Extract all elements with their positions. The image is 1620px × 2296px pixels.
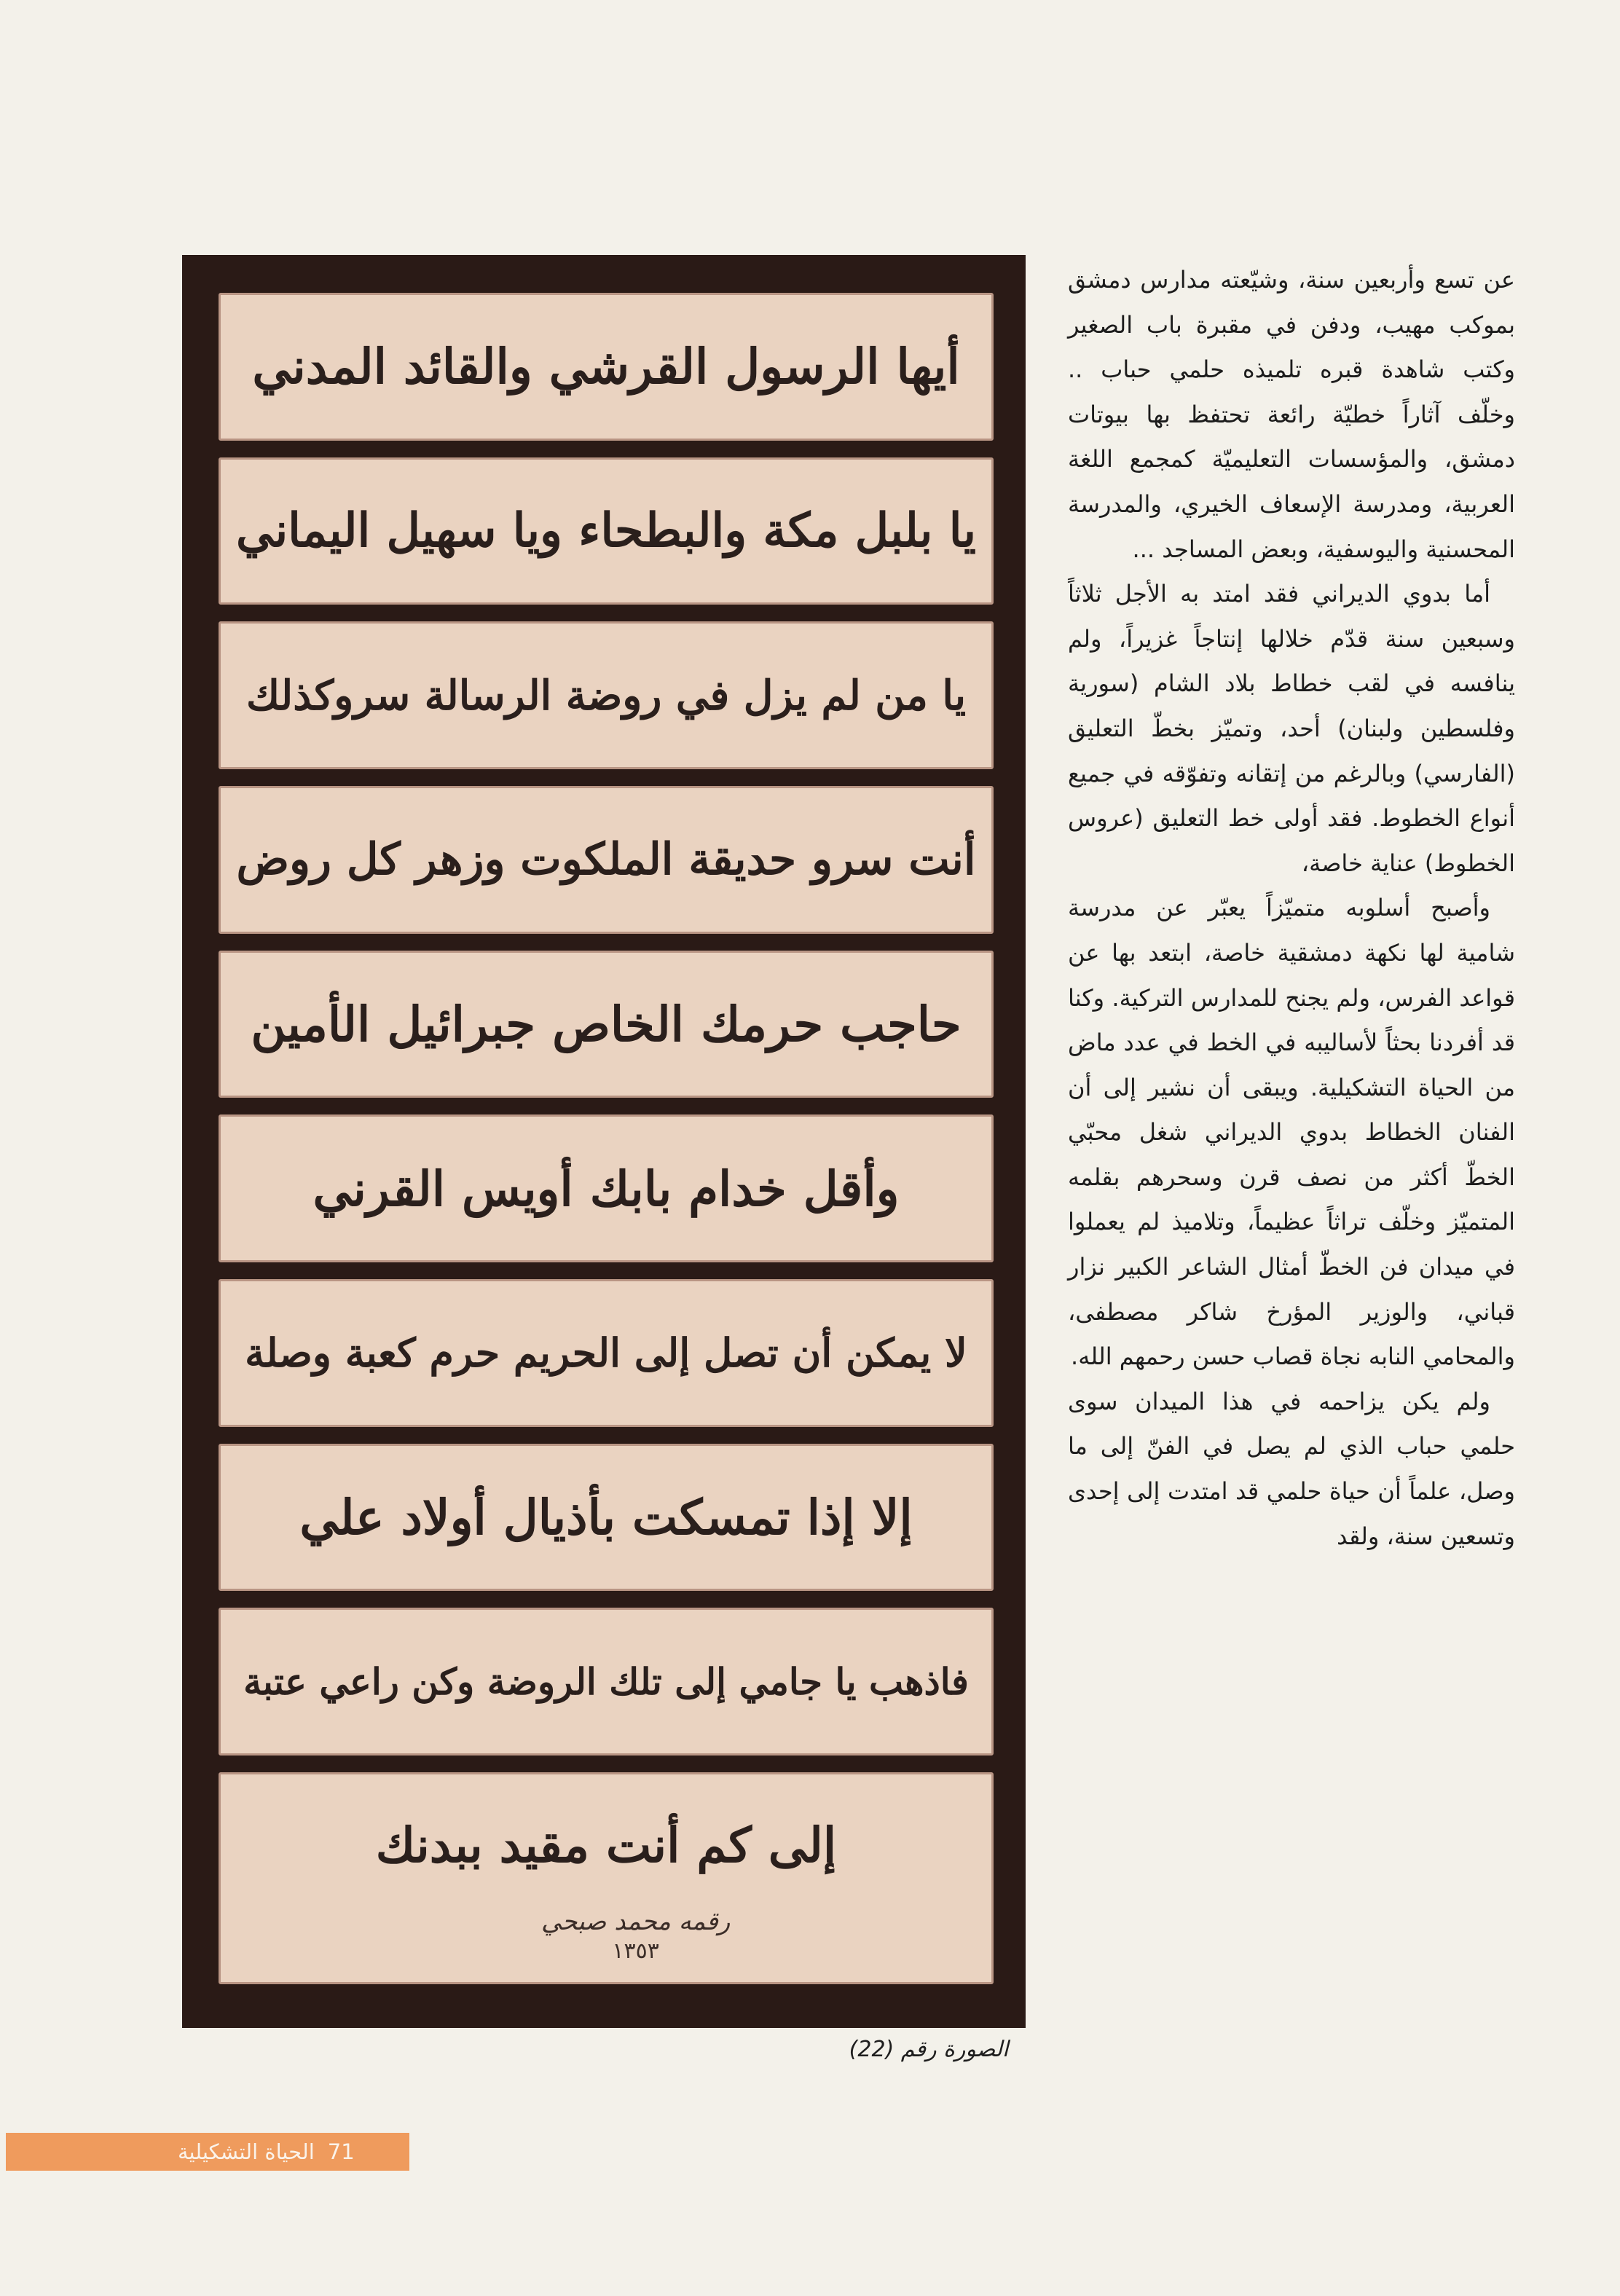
page-footer	[6, 2133, 409, 2171]
article-column	[1068, 258, 1515, 1559]
calligraphy-strip	[219, 457, 994, 605]
calligraphy-strip	[219, 1279, 994, 1427]
calligrapher-signature	[541, 1906, 730, 1965]
calligraphy-line: يا بلبل مكة والبطحاء ويا سهيل اليماني	[236, 503, 976, 559]
calligraphy-strip	[219, 1608, 994, 1756]
article-paragraph: عن تسع وأربعين سنة، وشيّعته مدارس دمشق بموكب مهيب، ودفن في مقبرة باب الصغير وكتب شاهدة قبره تلميذه حلمي حباب .. وخلّف آثاراً خطيّة رائعة تحتفظ بها بيوتات دمشق، والمؤسسات التعليميّة كمجمع اللغة العربية، ومدرسة الإسعاف الخيري، والمدرسة المحسنية واليوسفية، وبعض المساجد ...	[1068, 266, 1515, 563]
calligraphy-line: إلا إذا تمسكت بأذيال أولاد علي	[299, 1488, 913, 1546]
calligraphy-line: يا من لم يزل في روضة الرسالة سروكذلك	[245, 671, 967, 720]
calligraphy-line: وأقل خدام بابك أويس القرني	[312, 1160, 900, 1217]
article-paragraph: وأصبح أسلوبه متميّزاً يعبّر عن مدرسة شامية لها نكهة دمشقية خاصة، ابتعد بها عن قواعد الفرس، ولم يجنح للمدارس التركية. وكنا قد أفردنا بحثاً لأساليبه في الخط في عدد ماض من الحياة التشكيلية. ويبقى أن نشير إلى أن الفنان الخطاط بدوي الديراني شغل محبّي الخطّ أكثر من نصف قرن وسحرهم بقلمه المتميّز وخلّف تراثاً عظيماً، وتلاميذ لم يعملوا في ميدان فن الخطّ أمثال الشاعر الكبير نزار قباني، والوزير المؤرخ شاكر مصطفى، والمحامي النابه نجاة قصاب حسن رحمهم الله.	[1068, 894, 1515, 1371]
page-number: 71	[327, 2139, 355, 2164]
magazine-name: الحياة التشكيلية	[178, 2139, 315, 2164]
signature-name: رقمه محمد صبحي	[541, 1907, 731, 1937]
calligraphy-strip	[219, 1444, 994, 1592]
calligraphy-strip-signed	[219, 1772, 994, 1984]
calligraphy-line: لا يمكن أن تصل إلى الحريم حرم كعبة وصلة	[245, 1329, 967, 1377]
calligraphy-line: إلى كم أنت مقيد ببدنك	[375, 1817, 837, 1874]
article-paragraph: ولم يكن يزاحمه في هذا الميدان سوى حلمي حباب الذي لم يصل في الفنّ إلى ما وصل، علماً أن حياة حلمي قد امتدت إلى إحدى وتسعين سنة، ولقد	[1068, 1387, 1515, 1550]
calligraphy-strip	[219, 293, 994, 441]
calligraphy-line: فاذهب يا جامي إلى تلك الروضة وكن راعي عتبة	[243, 1660, 969, 1704]
calligraphy-strip	[219, 786, 994, 934]
calligraphy-strip	[219, 1114, 994, 1262]
article-paragraph: أما بدوي الديراني فقد امتد به الأجل ثلاثاً وسبعين سنة قدّم خلالها إنتاجاً غزيراً، ولم ينافسه في لقب خطاط بلاد الشام (سورية وفلسطين ولبنان) أحد، وتميّز بخطّ التعليق (الفارسي) وبالرغم من إتقانه وتفوّقه في جميع أنواع الخطوط. فقد أولى خط التعليق (عروس الخطوط) عناية خاصة،	[1068, 580, 1515, 877]
calligraphy-line: أيها الرسول القرشي والقائد المدني	[252, 338, 960, 396]
signature-year: ١٣٥٣	[612, 1938, 659, 1964]
calligraphy-strip	[219, 951, 994, 1098]
figure-caption: الصورة رقم (22)	[849, 2037, 1009, 2062]
calligraphy-panel	[182, 255, 1026, 2028]
calligraphy-line: أنت سرو حديقة الملكوت وزهر كل روض	[236, 834, 976, 886]
calligraphy-line: حاجب حرمك الخاص جبرائيل الأمين	[251, 995, 962, 1053]
calligraphy-strip	[219, 621, 994, 769]
